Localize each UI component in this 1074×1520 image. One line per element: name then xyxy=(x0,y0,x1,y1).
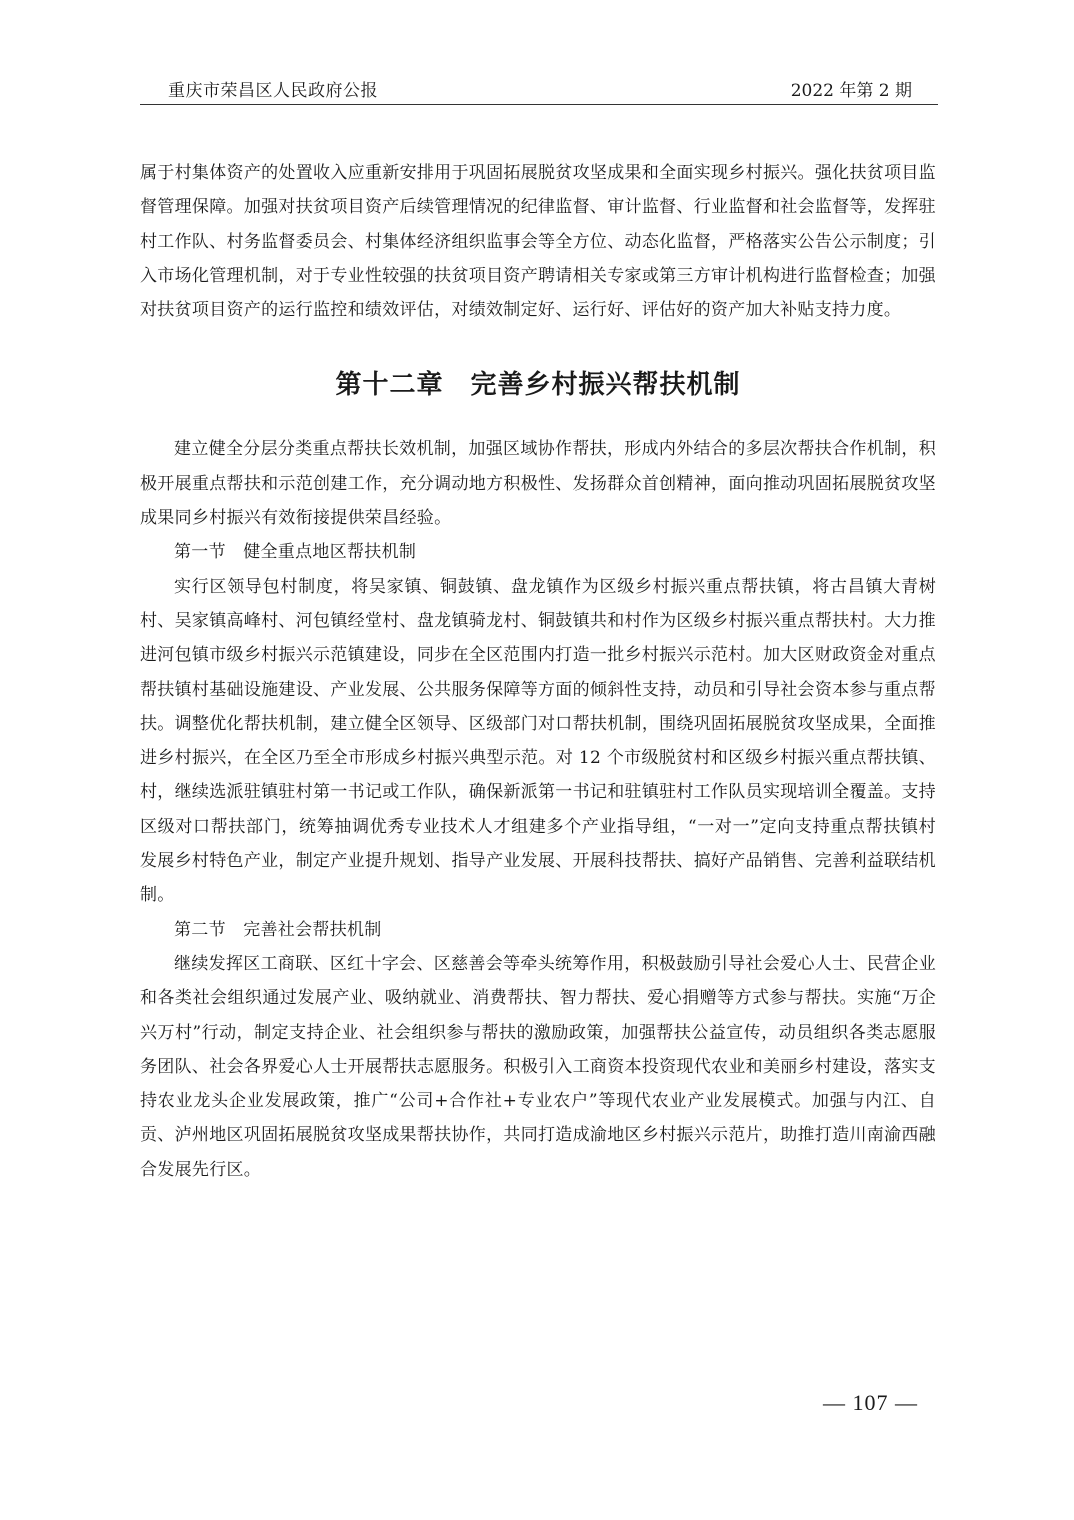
intro-paragraph: 属于村集体资产的处置收入应重新安排用于巩固拓展脱贫攻坚成果和全面实现乡村振兴。强化扶贫项目监督管理保障。加强对扶贫项目资产后续管理情况的纪律监督、审计监督、行业监督和社会监督等，发挥驻村工作队、村务监督委员会、村集体经济组织监事会等全方位、动态化监督，严格落实公告公示制度；引入市场化管理机制，对于专业性较强的扶贫项目资产聘请相关专家或第三方审计机构进行监督检查；加强对扶贫项目资产的运行监控和绩效评估，对绩效制定好、运行好、评估好的资产加大补贴支持力度。 xyxy=(140,163,936,321)
chapter-title: 第十二章 完善乡村振兴帮扶机制 xyxy=(335,370,741,401)
section-1-title: 第一节 健全重点地区帮扶机制 xyxy=(174,542,417,563)
page-body xyxy=(140,156,936,1187)
section-1-paragraph: 实行区领导包村制度，将吴家镇、铜鼓镇、盘龙镇作为区级乡村振兴重点帮扶镇，将古昌镇大青树村、吴家镇高峰村、河包镇经堂村、盘龙镇骑龙村、铜鼓镇共和村作为区级乡村振兴重点帮扶村。大力推进河包镇市级乡村振兴示范镇建设，同步在全区范围内打造一批乡村振兴示范村。加大区财政资金对重点帮扶镇村基础设施建设、产业发展、公共服务保障等方面的倾斜性支持，动员和引导社会资本参与重点帮扶。调整优化帮扶机制，建立健全区领导、区级部门对口帮扶机制，围绕巩固拓展脱贫攻坚成果，全面推进乡村振兴，在全区乃至全市形成乡村振兴典型示范。对 12 个市级脱贫村和区级乡村振兴重点帮扶镇、村，继续选派驻镇驻村第一书记或工作队，确保新派第一书记和驻镇驻村工作队员实现培训全覆盖。支持区级对口帮扶部门，统筹抽调优秀专业技术人才组建多个产业指导组，“一对一”定向支持重点帮扶镇村发展乡村特色产业，制定产业提升规划、指导产业发展、开展科技帮扶、搞好产品销售、完善利益联结机制。 xyxy=(140,576,936,906)
gazette-title: 重庆市荣昌区人民政府公报 xyxy=(168,81,378,101)
section-2-paragraph: 继续发挥区工商联、区红十字会、区慈善会等牵头统筹作用，积极鼓励引导社会爱心人士、民营企业和各类社会组织通过发展产业、吸纳就业、消费帮扶、智力帮扶、爱心捐赠等方式参与帮扶。实施“万企兴万村”行动，制定支持企业、社会组织参与帮扶的激励政策，加强帮扶公益宣传，动员组织各类志愿服务团队、社会各界爱心人士开展帮扶志愿服务。积极引入工商资本投资现代农业和美丽乡村建设，落实支持农业龙头企业发展政策，推广“公司+合作社+专业农户”等现代农业产业发展模式。加强与内江、自贡、泸州地区巩固拓展脱贫攻坚成果帮扶协作，共同打造成渝地区乡村振兴示范片，助推打造川南渝西融合发展先行区。 xyxy=(140,953,936,1180)
chapter-intro-paragraph: 建立健全分层分类重点帮扶长效机制，加强区域协作帮扶，形成内外结合的多层次帮扶合作机制，积极开展重点帮扶和示范创建工作，充分调动地方积极性、发扬群众首创精神，面向推动巩固拓展脱贫攻坚成果同乡村振兴有效衔接提供荣昌经验。 xyxy=(140,439,936,529)
page-number: — 107 — xyxy=(823,1390,918,1415)
page-header xyxy=(140,76,938,105)
issue-number: 2022 年第 2 期 xyxy=(790,81,912,101)
section-2-title: 第二节 完善社会帮扶机制 xyxy=(174,919,382,940)
